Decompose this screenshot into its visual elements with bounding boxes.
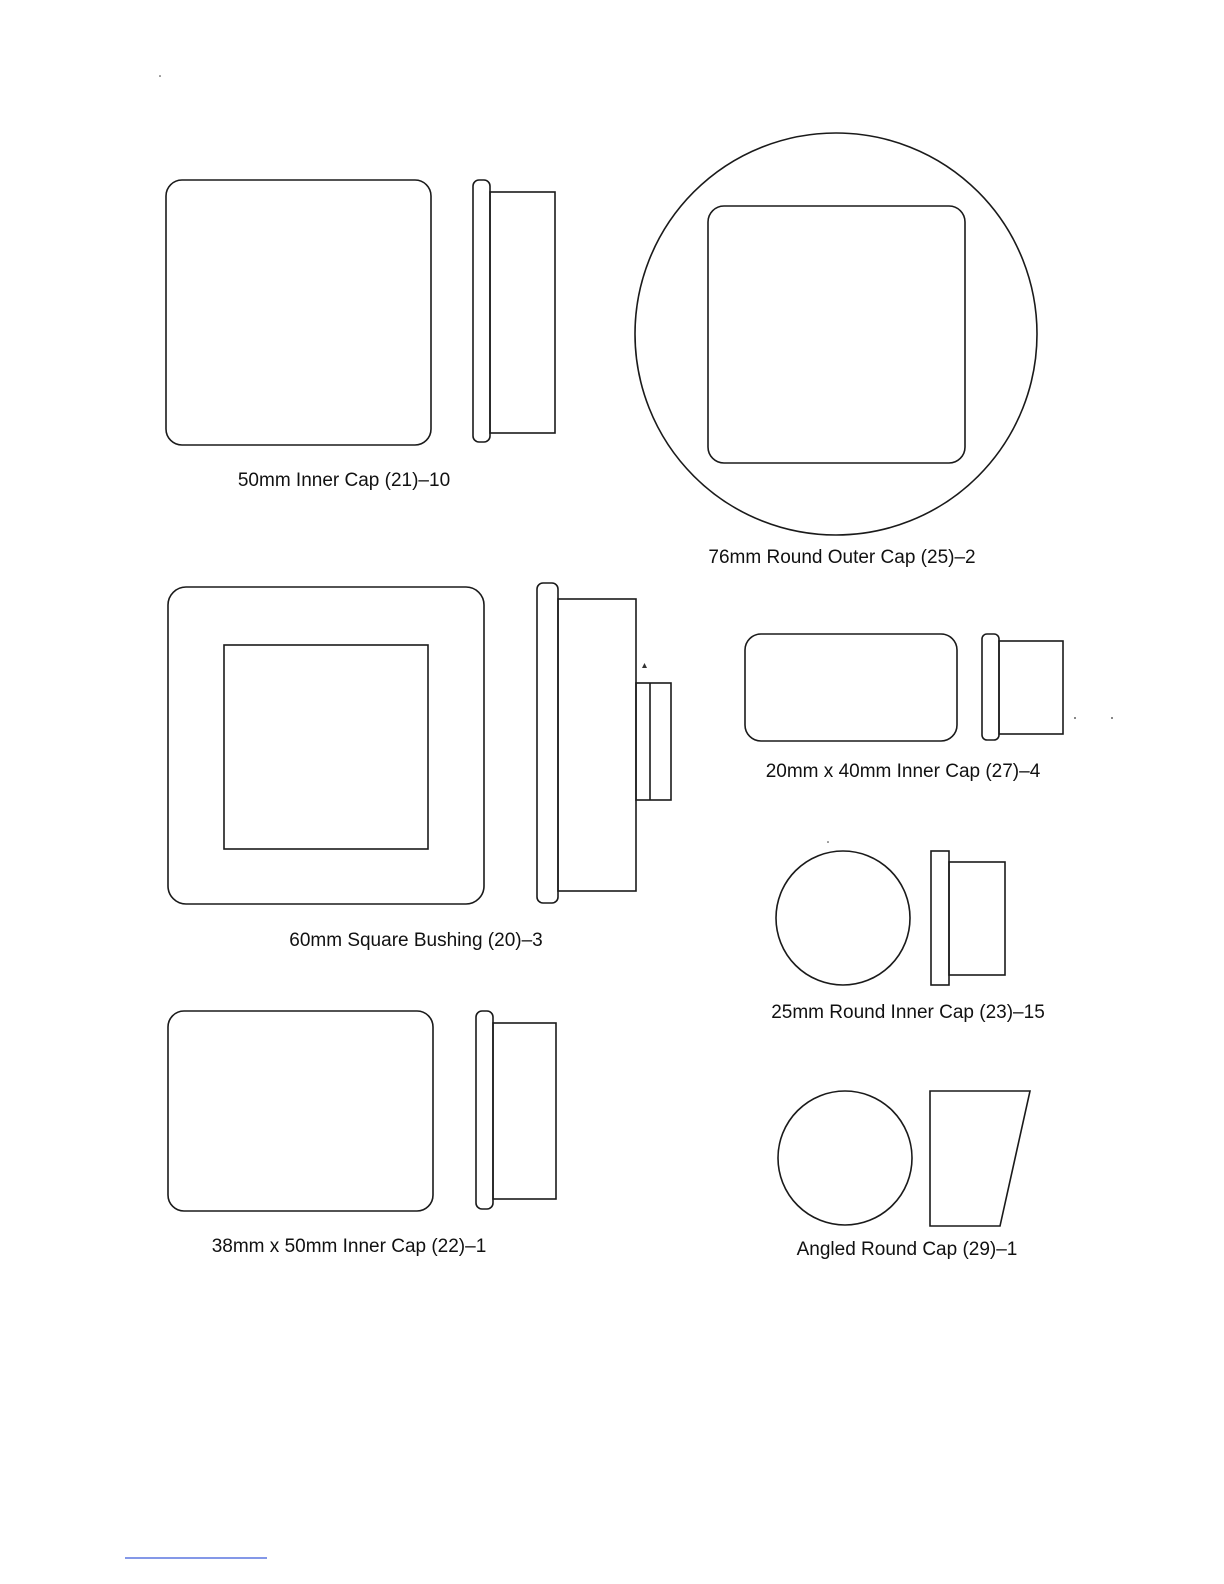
front-view	[168, 1011, 433, 1211]
part-60mm-square-bushing	[168, 583, 671, 951]
inner-square	[708, 206, 965, 463]
part-angled-round-cap	[778, 1091, 1030, 1260]
front-view	[745, 634, 957, 741]
side-view-flange	[537, 583, 558, 903]
part-label: 20mm x 40mm Inner Cap (27)–4	[765, 761, 1041, 782]
front-view	[166, 180, 431, 445]
part-50mm-inner-cap	[166, 180, 555, 491]
side-view-flange	[473, 180, 490, 442]
side-view-angled-body	[930, 1091, 1030, 1226]
part-38x50mm-inner-cap	[168, 1011, 556, 1257]
side-view-body	[949, 862, 1005, 975]
part-label: 76mm Round Outer Cap (25)–2	[708, 547, 976, 568]
side-view-body	[999, 641, 1063, 734]
speck	[159, 75, 161, 77]
side-view-body	[490, 192, 555, 433]
part-20x40mm-inner-cap	[745, 634, 1063, 782]
side-view-flange	[982, 634, 999, 740]
side-view-flange	[476, 1011, 493, 1209]
front-view-outer	[168, 587, 484, 904]
side-view-body	[493, 1023, 556, 1199]
side-view-flange	[931, 851, 949, 985]
front-view-circle	[776, 851, 910, 985]
part-label: 50mm Inner Cap (21)–10	[237, 470, 451, 491]
part-76mm-round-outer-cap	[635, 133, 1037, 568]
outer-circle	[635, 133, 1037, 535]
side-view-body	[558, 599, 636, 891]
part-label: 25mm Round Inner Cap (23)–15	[771, 1002, 1045, 1023]
speck	[1074, 717, 1076, 719]
speck	[642, 663, 647, 668]
speck	[827, 841, 829, 843]
part-25mm-round-inner-cap	[771, 851, 1045, 1023]
part-label: Angled Round Cap (29)–1	[796, 1239, 1018, 1260]
part-label: 60mm Square Bushing (20)–3	[289, 930, 543, 951]
front-view-circle	[778, 1091, 912, 1225]
part-label: 38mm x 50mm Inner Cap (22)–1	[211, 1236, 487, 1257]
front-view-inner	[224, 645, 428, 849]
side-view-stem	[636, 683, 671, 800]
speck	[1111, 717, 1113, 719]
